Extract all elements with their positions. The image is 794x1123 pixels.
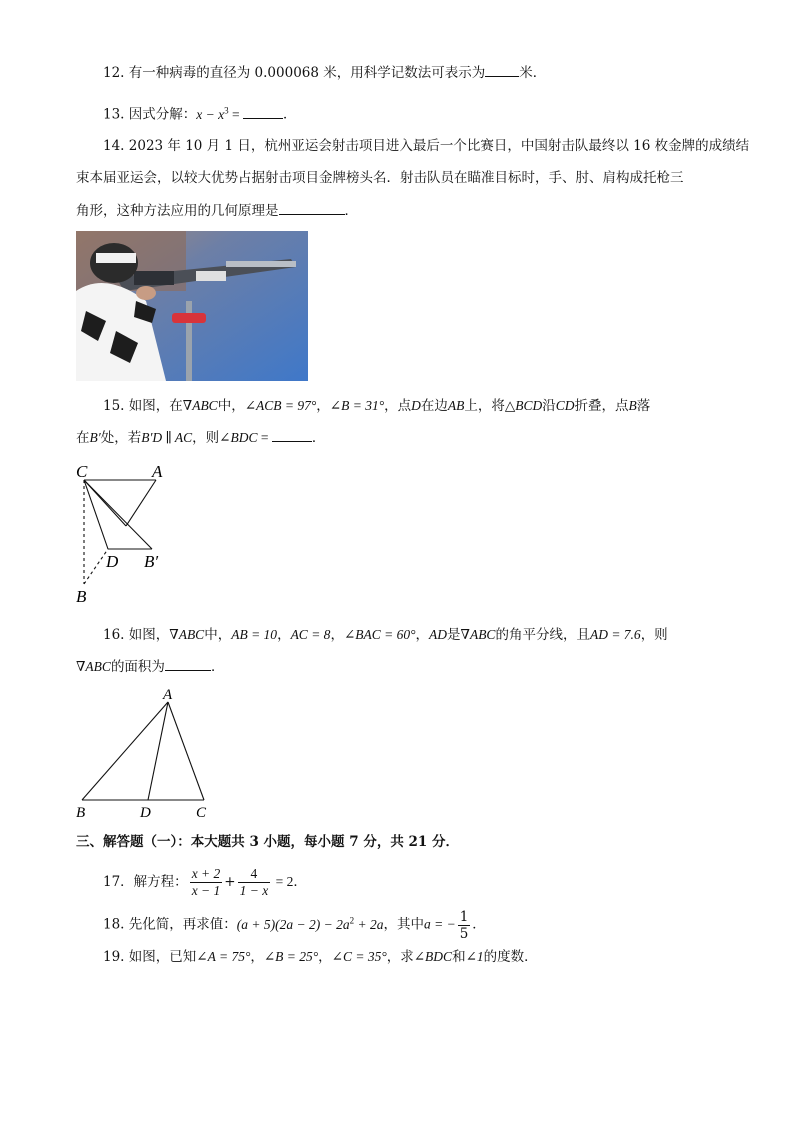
- question-18: [103, 900, 486, 945]
- q15-text: ，则: [192, 430, 220, 446]
- q15-line-1: [103, 396, 650, 416]
- q19-angle-bdc: ∠BDC: [413, 949, 453, 964]
- q18-numerator: 1: [459, 908, 469, 925]
- q16-text: ，: [415, 627, 430, 643]
- q13-expr-text: x − x: [196, 106, 225, 122]
- q16-triangle: ∇ABC: [76, 659, 111, 674]
- q15-text: 折叠，点: [574, 398, 629, 414]
- q15-angle-b: ∠B = 31°: [329, 398, 385, 413]
- q18-expression: [237, 917, 384, 932]
- q16-ac: AC = 8: [290, 627, 331, 642]
- q13-exponent: 3: [224, 105, 229, 115]
- question-12: [103, 62, 546, 83]
- q15-point-bprime: B′: [89, 430, 101, 445]
- q18-fraction: [458, 909, 471, 942]
- q15-text: 中，: [217, 398, 245, 414]
- q17-plus: +: [224, 874, 236, 890]
- q15-label-b: B: [76, 587, 87, 605]
- q15-text: ，: [316, 398, 330, 414]
- answer-blank[interactable]: [279, 200, 345, 215]
- q19-suffix: 的度数．: [483, 949, 538, 965]
- q18-text: ，其中: [383, 916, 424, 933]
- shooter-photo-drawing: [76, 231, 308, 381]
- q16-label-b: B: [76, 805, 86, 821]
- q17-prefix: 17．解方程：: [103, 874, 188, 890]
- q19-angle-b: ∠B = 25°: [263, 949, 319, 964]
- q15-parallel: B′D ∥ AC: [141, 430, 193, 445]
- q18-prefix: 18. 先化简，再求值：: [103, 916, 237, 933]
- q19-text: ，求: [386, 949, 414, 965]
- q14-line-2: 束本届亚运会，以较大优势占据射击项目金牌榜头名．射击队员在瞄准目标时，手、肘、肩构成托枪三: [76, 170, 684, 186]
- q18-exponent: 2: [349, 915, 355, 925]
- q16-line-1: [103, 625, 668, 645]
- shooter-photo: [76, 231, 308, 381]
- q15-equals: =: [257, 430, 272, 445]
- q13-equals: =: [228, 106, 243, 122]
- q18-expr-text-2: + 2a: [354, 916, 384, 932]
- q16-angle-bac: ∠BAC = 60°: [343, 627, 416, 642]
- q19-prefix: 19. 如图，已知: [103, 949, 197, 965]
- q16-line-2: [76, 656, 224, 677]
- q15-text: ，点: [384, 398, 412, 414]
- q15-angle-bdc: ∠BDC: [219, 430, 258, 445]
- q15-text: 15. 如图，在: [103, 398, 183, 414]
- q18-suffix: ．: [472, 916, 486, 933]
- q14-suffix: ．: [344, 203, 358, 219]
- q15-text: 处，若: [100, 430, 142, 446]
- q12-text: 12. 有一种病毒的直径为 0.000068 米，用科学记数法可表示为: [103, 65, 486, 81]
- question-13: [103, 100, 296, 125]
- q15-angle-acb: ∠ACB = 97°: [244, 398, 317, 413]
- q17-denominator-2: 1 − x: [239, 883, 269, 898]
- q15-text: 在: [76, 430, 90, 446]
- q13-prefix: 13. 因式分解：: [103, 106, 197, 123]
- q17-fraction-2: [238, 866, 271, 899]
- q13-expr: [196, 107, 243, 122]
- q16-ad-value: AD = 7.6: [589, 627, 641, 642]
- question-17: [103, 862, 307, 902]
- q16-text: ，则: [640, 627, 668, 643]
- q16-figure: [70, 684, 220, 822]
- answer-blank[interactable]: [243, 104, 283, 119]
- q15-text: 上，将: [464, 398, 505, 414]
- q14-line-1: 14. 2023 年 10 月 1 日，杭州亚运会射击项目进入最后一个比赛日，中国射击队最终以 16 枚金牌的成绩结: [103, 138, 750, 154]
- q18-denominator: 5: [459, 925, 469, 942]
- q19-angle-a: ∠A = 75°: [196, 949, 251, 964]
- q19-angle-1: ∠1: [465, 949, 484, 964]
- q15-side-cd: CD: [555, 398, 575, 413]
- q16-text: ，: [330, 627, 344, 643]
- q15-line-2: [76, 427, 325, 448]
- q19-text: ，: [318, 949, 332, 965]
- q17-fraction-1: [190, 866, 223, 899]
- q16-text: ，: [277, 627, 291, 643]
- q15-point-b: B: [628, 398, 637, 413]
- q15-suffix: ．: [311, 430, 326, 446]
- q16-text: 16. 如图，: [103, 627, 170, 643]
- q12-suffix: 米．: [519, 65, 547, 81]
- q15-point-d: D: [411, 398, 421, 413]
- answer-blank[interactable]: [272, 427, 312, 442]
- q15-triangle-bcd: △BCD: [504, 398, 543, 413]
- q16-text: 的角平分线，且: [495, 627, 590, 643]
- q15-label-d: D: [106, 552, 119, 571]
- section-3-heading: 三、解答题（一）：本大题共 3 小题，每小题 7 分，共 21 分．: [76, 834, 460, 850]
- q16-text: 是: [447, 627, 461, 643]
- q16-suffix: ．: [210, 659, 225, 675]
- q16-label-d: D: [140, 805, 151, 821]
- q15-label-c: C: [76, 462, 88, 481]
- q15-figure: [70, 460, 180, 605]
- question-19: [103, 947, 538, 967]
- q15-text: 在边: [420, 398, 448, 414]
- q15-text: 落: [636, 398, 651, 414]
- q17-rhs: = 2: [272, 874, 294, 889]
- q19-angle-c: ∠C = 35°: [331, 949, 387, 964]
- q16-ab: AB = 10: [231, 627, 278, 642]
- q16-triangle: ∇ABC: [169, 627, 205, 642]
- q15-label-a: A: [152, 462, 163, 481]
- answer-blank[interactable]: [485, 62, 519, 77]
- q14-line-3-text: 角形，这种方法应用的几何原理是: [76, 203, 279, 219]
- q16-ad: AD: [429, 627, 448, 642]
- q15-label-bprime: B′: [144, 552, 159, 571]
- q16-label-c: C: [196, 805, 207, 821]
- q15-text: 沿: [542, 398, 556, 414]
- answer-blank[interactable]: [165, 656, 211, 671]
- q16-text: 的面积为: [110, 659, 165, 675]
- q19-text: 和: [452, 949, 466, 965]
- q19-text: ，: [250, 949, 264, 965]
- q18-a-equals: a = −: [423, 916, 456, 932]
- q17-denominator-1: x − 1: [191, 883, 221, 898]
- q17-numerator-1: x + 2: [191, 866, 221, 881]
- q14-line-3: [76, 200, 358, 221]
- q15-triangle: ∇ABC: [182, 398, 218, 413]
- q18-expr-text: (a + 5)(2a − 2) − 2a: [236, 916, 350, 932]
- q16-triangle: ∇ABC: [460, 627, 496, 642]
- q17-suffix: ．: [293, 874, 307, 890]
- q16-label-a: A: [163, 687, 173, 703]
- q17-numerator-2: 4: [238, 866, 271, 883]
- q13-suffix: ．: [282, 106, 297, 123]
- q16-text: 中，: [204, 627, 232, 643]
- q15-side-ab: AB: [447, 398, 465, 413]
